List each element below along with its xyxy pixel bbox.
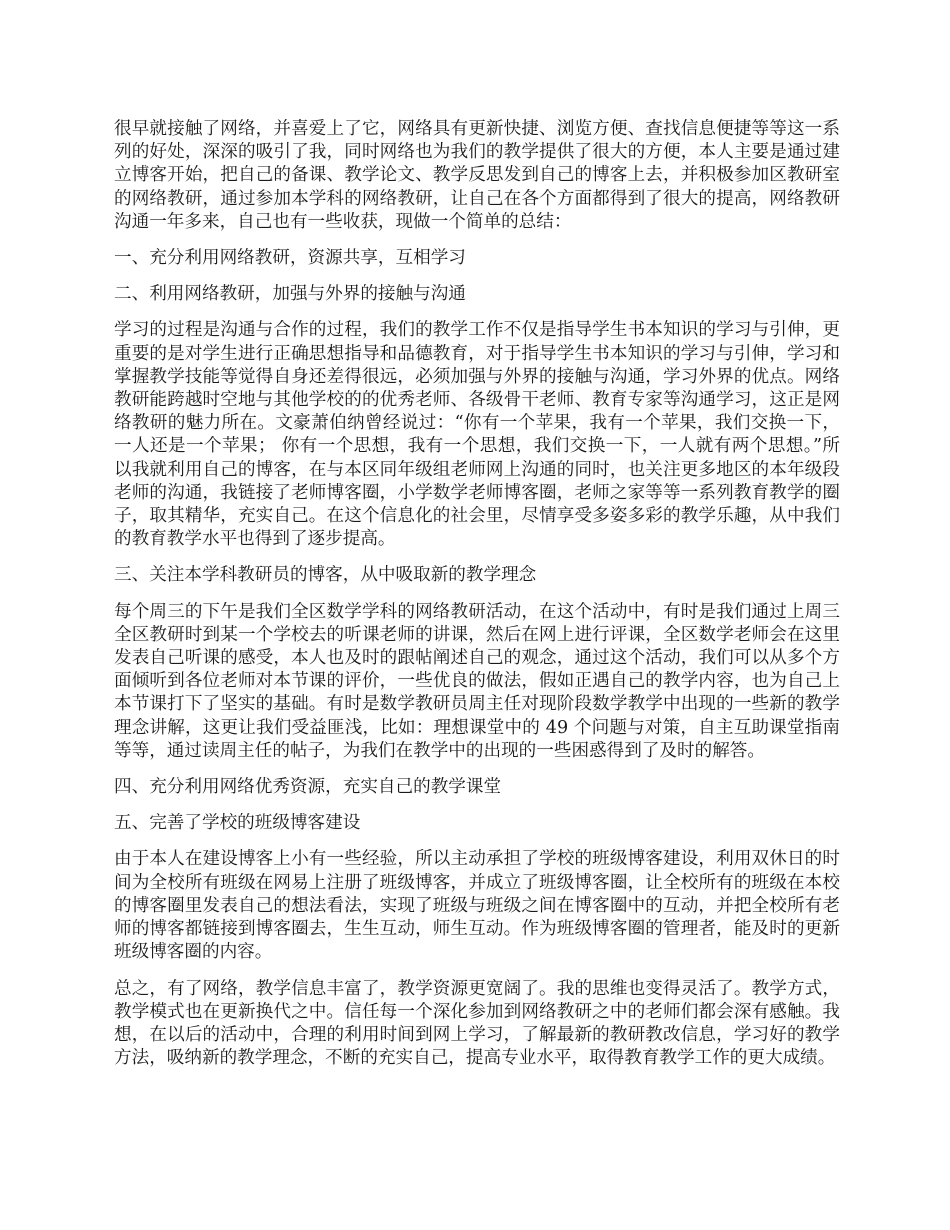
section-heading-2: 二、利用网络教研，加强与外界的接触与沟通 (114, 284, 466, 305)
section-heading-5: 五、完善了学校的班级博客建设 (114, 813, 361, 834)
intro-paragraph: 很早就接触了网络，并喜爱上了它，网络具有更新快捷、浏览方便、查找信息便捷等等这一系列的好处，深深的吸引了我，同时网络也为我们的教学提供了很大的方便，本人主要是通过建立博客开始，把自己的备课、教学论文、教学反思发到自己的博客上去，并积极参加区教研室的网络教研，通过参加本学科的网络教研，让自己在各个方面都得到了很大的提高，网络教研沟通一年多来，自己也有一些收获，现做一个简单的总结： (114, 119, 840, 232)
section-heading-1: 一、充分利用网络教研，资源共享，互相学习 (114, 248, 466, 269)
section-2-paragraph: 学习的过程是沟通与合作的过程，我们的教学工作不仅是指导学生书本知识的学习与引伸，更重要的是对学生进行正确思想指导和品德教育，对于指导学生书本知识的学习与引伸，学习和掌握教学技能等觉得自身还差得很远，必须加强与外界的接触与沟通，学习外界的优点。网络教研能跨越时空地与其他学校的的优秀老师、各级骨干老师、教育专家等沟通学习，这正是网络教研的魅力所在。文豪萧伯纳曾经说过：“你有一个苹果，我有一个苹果，我们交换一下，一人还是一个苹果； 你有一个思想，我有一个思想，我们交换一下，一人就有两个思想。”所以我就利用自己的博客，在与本区同年级组老师网上沟通的同时，也关注更多地区的本年级段老师的沟通，我链接了老师博客圈，小学数学老师博客圈，老师之家等等一系列教育教学的圈子，取其精华，充实自己。在这个信息化的社会里，尽情享受多姿多彩的教学乐趣，从中我们的教育教学水平也得到了逐步提高。 (114, 320, 840, 550)
conclusion-paragraph: 总之，有了网络，教学信息丰富了，教学资源更宽阔了。我的思维也变得灵活了。教学方式，教学模式也在更新换代之中。信任每一个深化参加到网络教研之中的老师们都会深有感触。我想，在以后的活动中，合理的利用时间到网上学习，了解最新的教研教改信息，学习好的教学方法，吸纳新的教学理念，不断的充实自己，提高专业水平，取得教育教学工作的更大成绩。 (114, 978, 840, 1069)
section-heading-4: 四、充分利用网络优秀资源，充实自己的教学课堂 (114, 777, 502, 798)
section-heading-3: 三、关注本学科教研员的博客，从中吸取新的教学理念 (114, 565, 537, 586)
section-5-paragraph: 由于本人在建设博客上小有一些经验，所以主动承担了学校的班级博客建设，利用双休日的时间为全校所有班级在网易上注册了班级博客，并成立了班级博客圈，让全校所有的班级在本校的博客圈里发表自己的想法看法，实现了班级与班级之间在博客圈中的互动，并把全校所有老师的博客都链接到博客圈去，生生互动，师生互动。作为班级博客圈的管理者，能及时的更新班级博客圈的内容。 (114, 849, 840, 963)
section-3-paragraph: 每个周三的下午是我们全区数学学科的网络教研活动，在这个活动中，有时是我们通过上周三全区教研时到某一个学校去的听课老师的讲课，然后在网上进行评课，全区数学老师会在这里发表自己听课的感受，本人也及时的跟帖阐述自己的观念，通过这个活动，我们可以从多个方面倾听到各位老师对本节课的评价，一些优良的做法，假如正遇自己的教学内容，也为自己上本节课打下了坚实的基础。有时是数学教研员周主任对现阶段数学教学中出现的一些新的教学理念讲解，这更让我们受益匪浅，比如：理想课堂中的 49 个问题与对策，自主互助课堂指南等等，通过读周主任的帖子，为我们在教学中的出现的一些困惑得到了及时的解答。 (114, 601, 840, 761)
document-body (114, 118, 840, 1083)
